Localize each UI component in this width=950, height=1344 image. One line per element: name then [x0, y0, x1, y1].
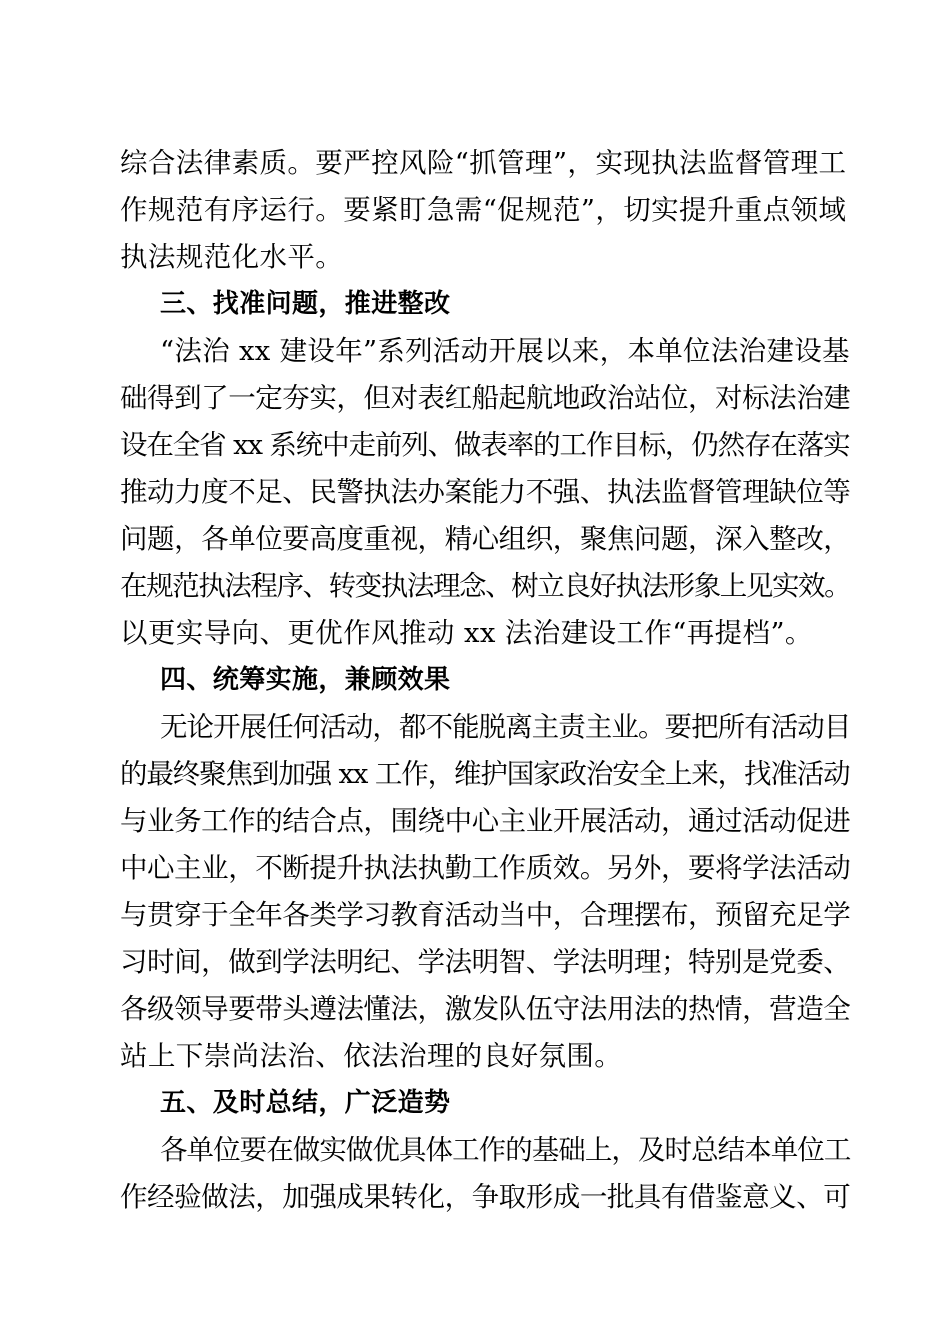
paragraph-line: 站上下崇尚法治、依法治理的良好氛围。: [120, 1040, 623, 1072]
paragraph-line: 综合法律素质。要严控风险“抓管理”，实现执法监督管理工: [120, 147, 847, 179]
paragraph-line: 与业务工作的结合点，围绕中心主业开展活动，通过活动促进: [120, 805, 851, 837]
paragraph-line: 推动力度不足、民警执法办案能力不强、执法监督管理缺位等: [120, 476, 851, 508]
section-heading-5: 五、及时总结，广泛造势: [160, 1088, 451, 1118]
paragraph-line: 作规范有序运行。要紧盯急需“促规范”，切实提升重点领域: [120, 194, 847, 226]
paragraph-line: 以更实导向、更优作风推动 xx 法治建设工作“再提档”。: [120, 617, 813, 649]
section-heading-3: 三、找准问题，推进整改: [160, 289, 451, 319]
paragraph-line: 在规范执法程序、转变执法理念、树立良好执法形象上见实效。: [120, 570, 851, 602]
paragraph-line: 础得到了一定夯实，但对表红船起航地政治站位，对标法治建: [120, 382, 851, 414]
paragraph-line: 习时间，做到学法明纪、学法明智、学法明理；特别是党委、: [120, 946, 851, 978]
paragraph-line: 的最终聚焦到加强 xx 工作，维护国家政治安全上来，找准活动: [120, 758, 850, 790]
paragraph-line: 问题，各单位要高度重视，精心组织，聚焦问题，深入整改，: [120, 523, 851, 555]
paragraph-line: 设在全省 xx 系统中走前列、做表率的工作目标，仍然存在落实: [120, 429, 850, 461]
paragraph-line: 与贯穿于全年各类学习教育活动当中，合理摆布，预留充足学: [120, 899, 851, 931]
paragraph-line: “法治 xx 建设年”系列活动开展以来，本单位法治建设基: [160, 335, 850, 367]
paragraph-line: 执法规范化水平。: [120, 241, 344, 273]
paragraph-line: 无论开展任何活动，都不能脱离主责主业。要把所有活动目: [160, 711, 851, 743]
paragraph-line: 中心主业，不断提升执法执勤工作质效。另外，要将学法活动: [120, 852, 851, 884]
paragraph-line: 各级领导要带头遵法懂法，激发队伍守法用法的热情，营造全: [120, 993, 851, 1025]
paragraph-line: 作经验做法，加强成果转化，争取形成一批具有借鉴意义、可: [120, 1181, 851, 1213]
section-heading-4: 四、统筹实施，兼顾效果: [160, 665, 451, 695]
paragraph-line: 各单位要在做实做优具体工作的基础上，及时总结本单位工: [160, 1134, 851, 1166]
